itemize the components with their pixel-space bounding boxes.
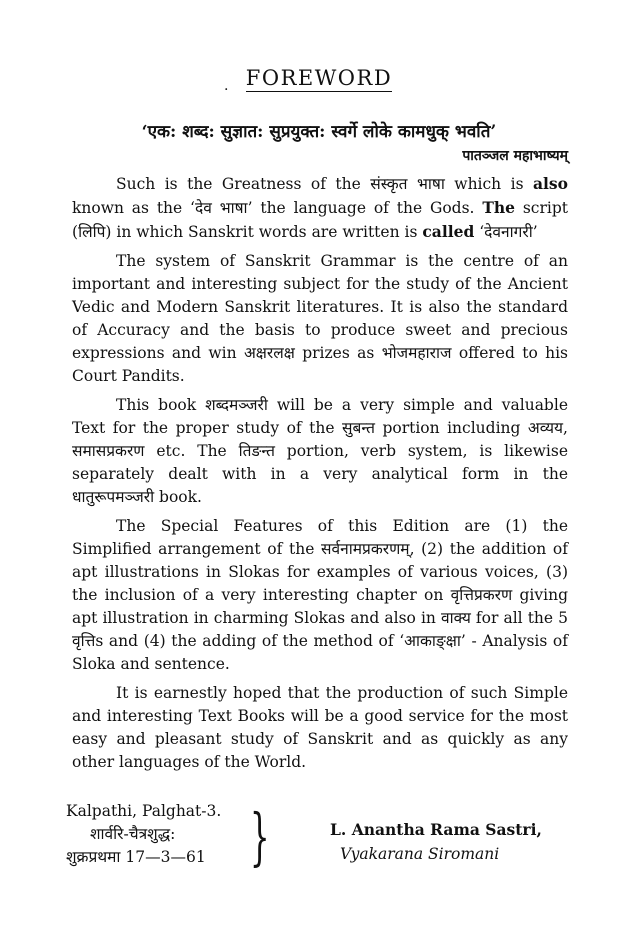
paragraph-2	[72, 250, 568, 388]
sanskrit-term: तिङन्त	[238, 442, 275, 460]
text-run: It is also the standard of Accuracy and the basis to produce sweet and precious expressions and win	[72, 298, 568, 362]
text-run: offered to his Court Pandits.	[72, 344, 569, 385]
text-run: script (	[72, 199, 568, 241]
sanskrit-term: वृत्तिप्रकरण	[450, 586, 513, 604]
sanskrit-term: शब्दमञ्जरी	[205, 396, 268, 414]
text-run: also	[533, 174, 568, 193]
paragraph-5: It is earnestly hoped that the production of such Simple and interesting Text Books will be a good service for the most easy and pleasant study of Sanskrit and as quickly as any other languages of the World.	[72, 684, 568, 771]
paragraph-3	[72, 394, 568, 509]
text-run: portion, verb system, is likewise separately dealt with in a very analytical form in the	[72, 442, 568, 483]
text-run: called	[422, 222, 475, 241]
page-title	[0, 66, 638, 90]
text-run: ’ - Analysis of Sloka and sentence.	[72, 632, 569, 673]
title-text: FOREWORD	[245, 66, 393, 90]
title-dot-mark: .	[224, 78, 229, 94]
signature-author	[330, 818, 590, 866]
sanskrit-term: अक्षरलक्ष	[243, 344, 295, 362]
sanskrit-term: ‘देवनागरी’	[474, 223, 538, 241]
sanskrit-verse: ‘एक: शब्द: सुज्ञात: सुप्रयुक्त: स्वर्गे लोके कामधुक् भवति’	[141, 122, 497, 142]
text-run: ’ the language of the Gods.	[247, 199, 483, 217]
signature-brace: }	[249, 800, 270, 873]
text-run: prizes as	[294, 344, 382, 362]
signature-date-line-2: शुक्रप्रथमा 17—3—61	[66, 848, 206, 866]
text-run: This book	[116, 396, 206, 414]
sanskrit-term: देव भाषा	[195, 199, 248, 217]
author-name: L. Anantha Rama Sastri,	[330, 820, 542, 839]
text-run: for all the 5	[470, 609, 568, 627]
signature-place: Kalpathi, Palghat-3.	[66, 802, 222, 820]
signature-date-line-1: शार्वरि-चैत्रशुद्ध:	[90, 825, 176, 843]
text-run: book.	[154, 488, 202, 506]
text-run: The system of Sanskrit Grammar is the centre of an important and interesting subject for the study of the Ancient Vedic and Modern Sanskrit literatures.	[72, 252, 568, 316]
text-run: known as the ‘	[72, 199, 195, 217]
sanskrit-term: संस्कृत भाषा	[370, 175, 445, 193]
text-run: The	[482, 198, 515, 217]
text-run: which is	[444, 175, 533, 193]
sanskrit-term: भोजमहाराज	[381, 344, 452, 362]
text-run: The Special Features of this Edition are (1) the Simplified arrangement of the	[72, 517, 568, 558]
text-run: Such is the Greatness of the	[116, 175, 371, 193]
text-run: , (2) the addition of apt illustrations in Slokas for examples of various voices, (3) the inclusion of a very interesting chapter on	[72, 540, 569, 604]
sanskrit-term: आकाङ्क्षा	[404, 632, 461, 650]
verse-source: पातञ्जल महाभाष्यम्	[462, 148, 568, 164]
author-degree: Vyakarana Siromani	[340, 845, 500, 863]
text-run: etc. The	[144, 442, 239, 460]
sanskrit-term: सुबन्त	[342, 419, 375, 437]
sanskrit-term: धातुरूपमञ्जरी	[72, 488, 155, 506]
sanskrit-term: अव्यय, समासप्रकरण	[72, 419, 568, 460]
text-run: and (4) the adding of the method of ‘	[103, 632, 405, 650]
foreword-body	[72, 172, 568, 780]
sanskrit-term: वृत्तिs	[72, 632, 104, 650]
text-run: portion including	[374, 419, 528, 437]
paragraph-1	[72, 172, 568, 244]
sanskrit-term: सर्वनामप्रकरणम्	[321, 540, 410, 558]
sanskrit-term: लिपि	[78, 223, 106, 241]
text-run: will be a very simple and valuable Text for the proper study of the	[72, 396, 568, 437]
text-run: ) in which Sanskrit words are written is	[105, 223, 423, 241]
paragraph-4	[72, 515, 568, 676]
sanskrit-term: वाक्य	[440, 609, 471, 627]
text-run: giving apt illustration in charming Slokas and also in	[72, 586, 568, 627]
signature-place-date	[66, 800, 246, 869]
